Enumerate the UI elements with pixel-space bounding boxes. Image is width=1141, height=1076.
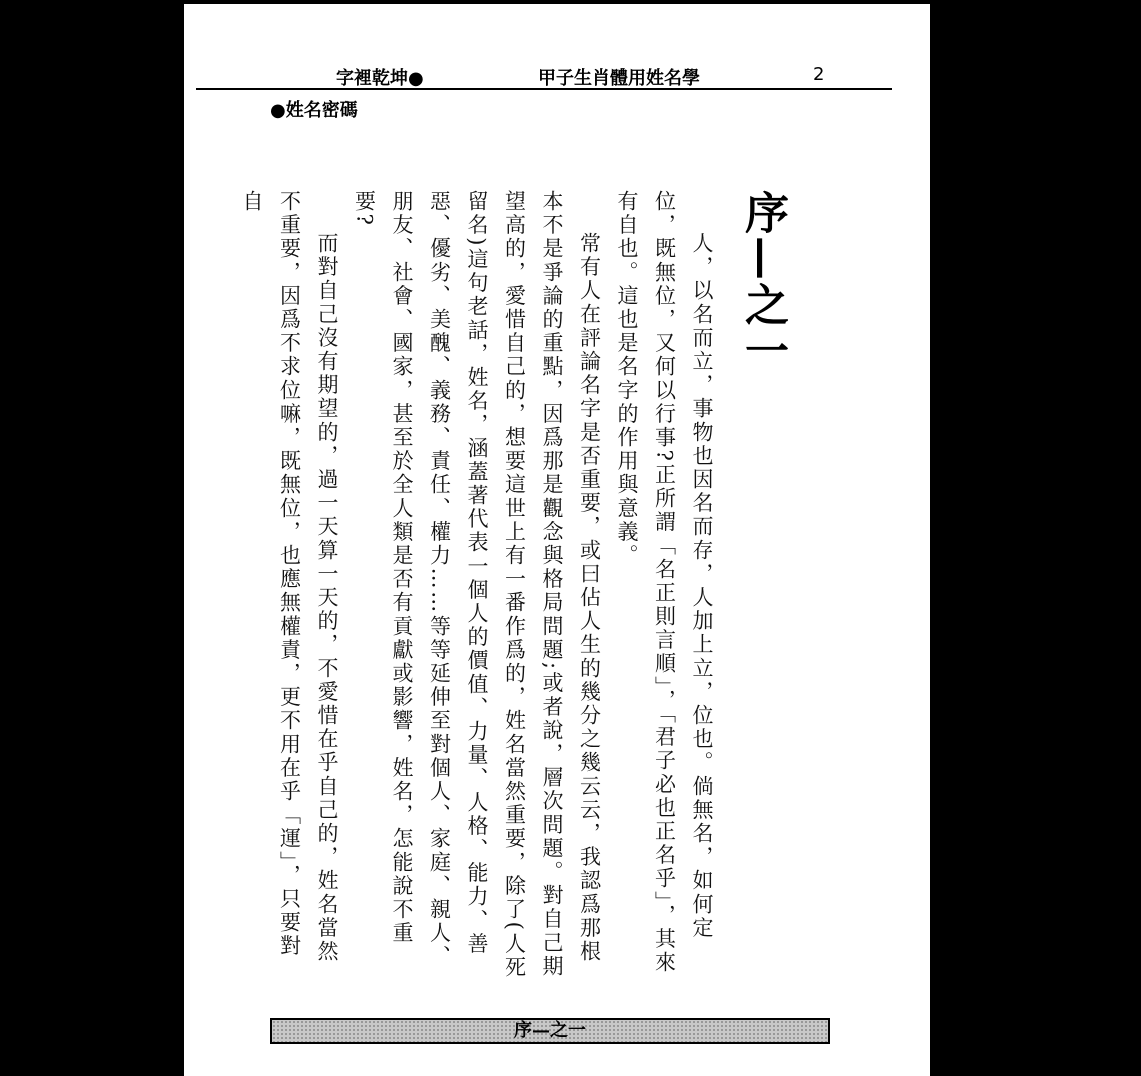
page-number: 2 [813, 64, 825, 85]
paragraph-1: 人，以名而立，事物也因名而存，人加上立，位也。倘無名，如何定位，既無位，又何以行事?正所謂「名正則言順」，「君子必也正名乎」，其來有自也。這也是名字的作用與意義。 [615, 190, 714, 975]
header-left: 字裡乾坤● [336, 68, 424, 89]
footer-label: 序—之一 [514, 1020, 586, 1041]
paragraph-2: 常有人在評論名字是否重要，或曰佔人生的幾分之幾云云，我認爲那根本不是爭論的重點，因爲那是觀念與格局問題;或者說，層次問題。對自己期望高的，愛惜自己的，想要這世上有一番作爲的，姓名當然重要，除了(人死留名)這句老話，姓名，涵蓋著代表一個人的價值、力量、人格、能力、善惡、優劣、美醜、義務、責任、權力……等等延伸至對個人、家庭、親人、朋友、社會、國家，甚至於全人類是否有貢獻或影響，姓名，怎能說不重要? [352, 190, 602, 980]
running-header [196, 62, 892, 90]
series-label: ●姓名密碼 [270, 100, 358, 121]
body-text [240, 190, 720, 980]
paragraph-3: 而對自己沒有期望的，過一天算一天的，不愛惜在乎自己的，姓名當然不重要，因爲不求位嘛，既無位，也應無權責，更不用在乎「運」，只要對自 [240, 190, 339, 964]
footer-banner [270, 1018, 830, 1044]
chapter-title: 序—之一 [737, 190, 788, 374]
header-title: 甲子生肖體用姓名學 [538, 68, 700, 89]
